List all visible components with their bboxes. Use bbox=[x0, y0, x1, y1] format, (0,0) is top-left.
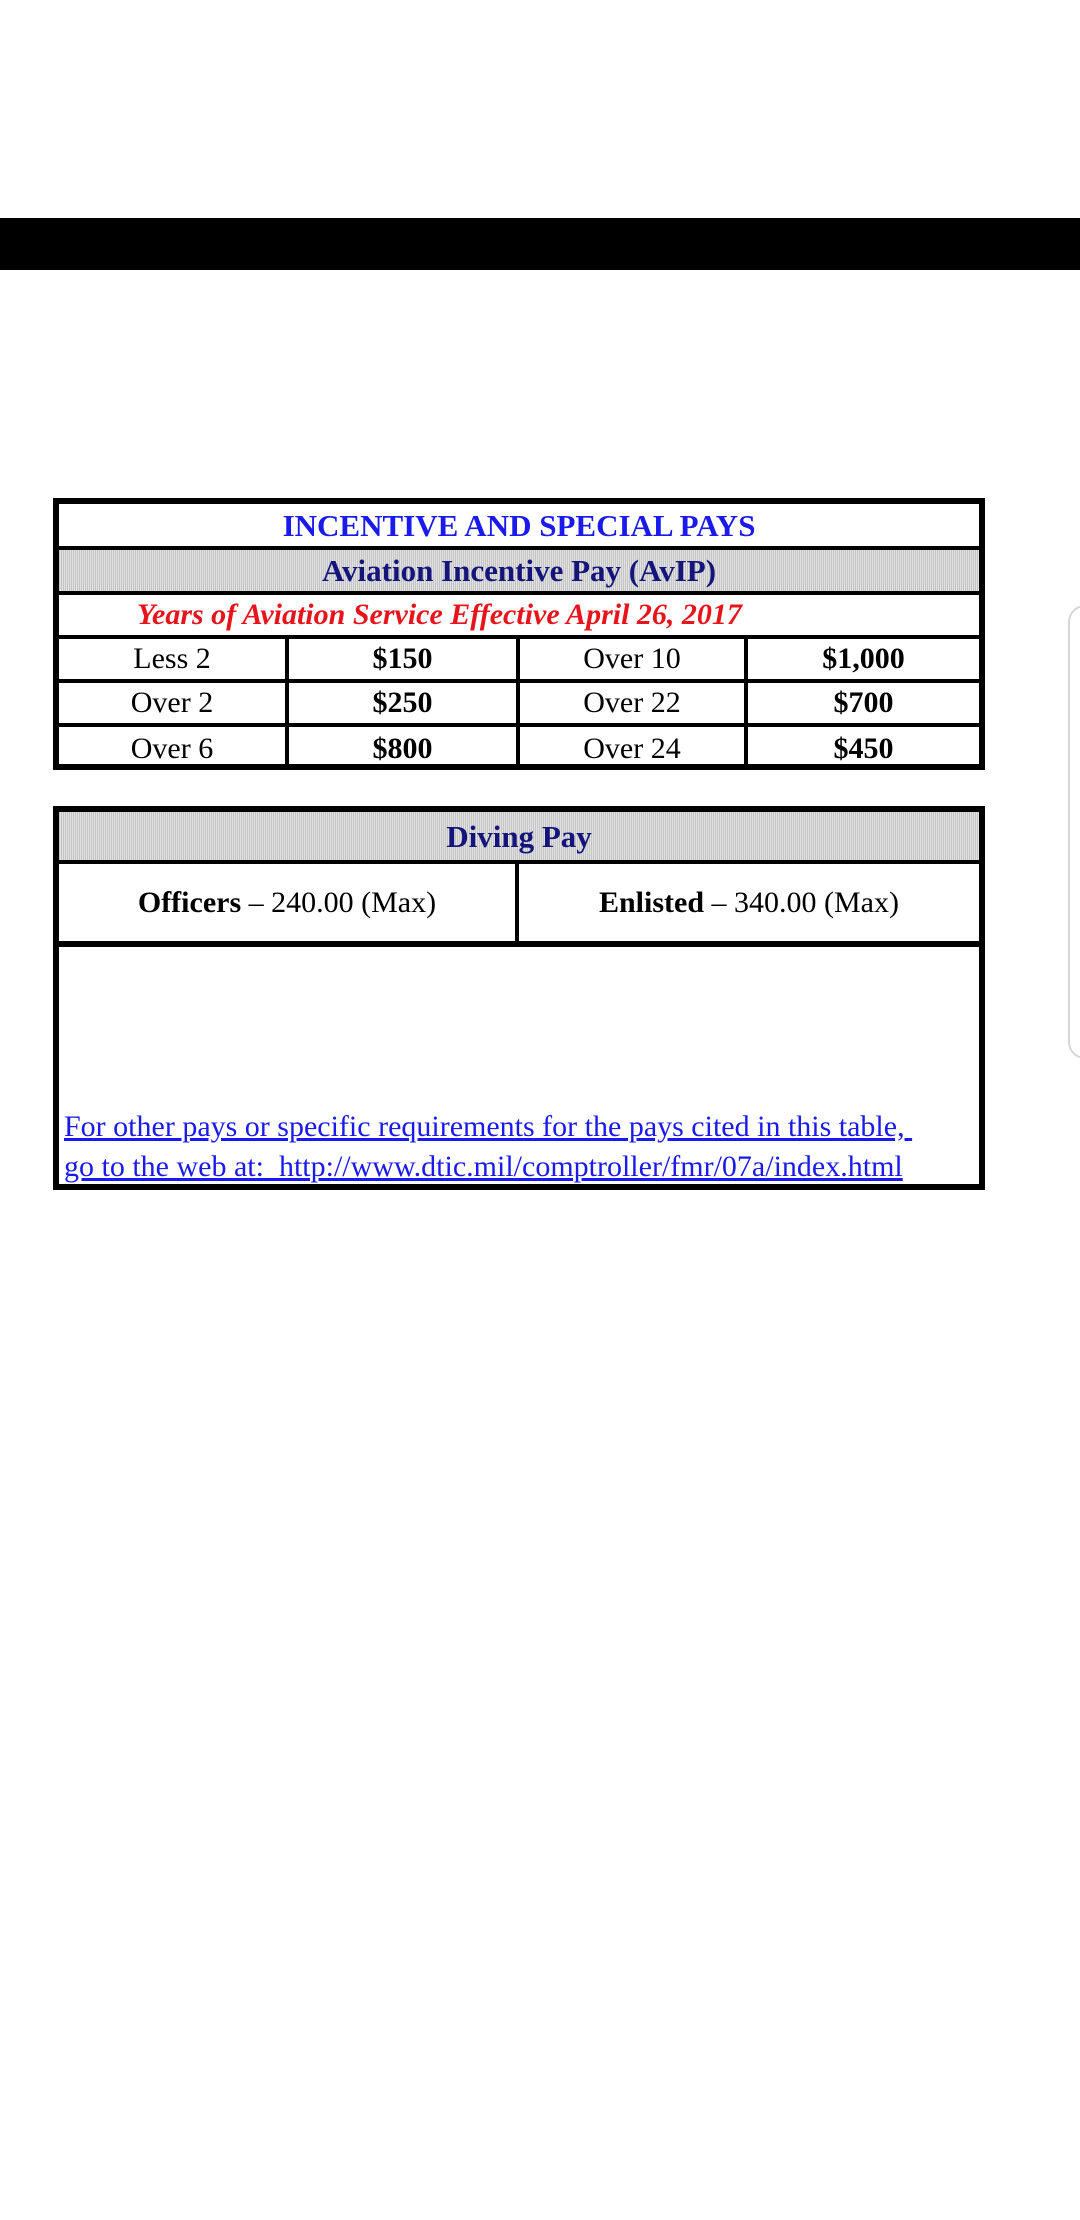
service-years-cell: Over 10 bbox=[520, 639, 748, 679]
table-title-row bbox=[59, 504, 979, 550]
years-heading-row bbox=[59, 595, 979, 639]
table-title: INCENTIVE AND SPECIAL PAYS bbox=[282, 507, 756, 543]
service-years-cell: Over 22 bbox=[520, 683, 748, 723]
top-black-bar bbox=[0, 218, 1080, 270]
officers-label: Officers bbox=[137, 885, 242, 919]
scroll-handle[interactable] bbox=[1068, 605, 1080, 1059]
pay-amount-cell: $800 bbox=[289, 727, 520, 770]
table-row bbox=[59, 683, 979, 727]
pay-amount-cell: $250 bbox=[289, 683, 520, 723]
pay-amount-cell: $700 bbox=[833, 686, 894, 719]
table-subtitle: Aviation Incentive Pay (AvIP) bbox=[321, 553, 717, 588]
pay-amount-cell: $1,000 bbox=[822, 642, 905, 675]
enlisted-label: Enlisted bbox=[598, 885, 705, 919]
service-years-cell: Over 6 bbox=[59, 727, 289, 770]
link-line-2[interactable]: go to the web at: http://www.dtic.mil/comptroller/fmr/07a/index.html bbox=[64, 1150, 903, 1183]
service-years-cell: Over 24 bbox=[520, 727, 748, 770]
diving-pay-title: Diving Pay bbox=[446, 818, 592, 854]
service-years-cell: Less 2 bbox=[59, 639, 289, 679]
officers-cell bbox=[59, 864, 519, 941]
enlisted-value: – 340.00 (Max) bbox=[704, 885, 899, 919]
enlisted-cell bbox=[519, 864, 979, 941]
table-row bbox=[59, 639, 979, 683]
link-line-1[interactable]: For other pays or specific requirements for the pays cited in this table, bbox=[64, 1110, 913, 1143]
officers-value: – 240.00 (Max) bbox=[241, 885, 437, 919]
diving-pay-table bbox=[53, 806, 985, 1190]
pay-amount-cell: $450 bbox=[833, 731, 894, 765]
service-years-cell: Over 2 bbox=[59, 683, 289, 723]
diving-pay-rates-row bbox=[59, 864, 979, 947]
table-row bbox=[59, 727, 979, 770]
incentive-pay-table bbox=[53, 498, 985, 770]
diving-pay-header-row bbox=[59, 812, 979, 864]
pay-amount-cell: $150 bbox=[289, 639, 520, 679]
years-heading: Years of Aviation Service Effective April 26, 2017 bbox=[137, 598, 742, 631]
table-subtitle-row bbox=[59, 550, 979, 595]
fmr-reference-link[interactable] bbox=[64, 1107, 974, 1187]
